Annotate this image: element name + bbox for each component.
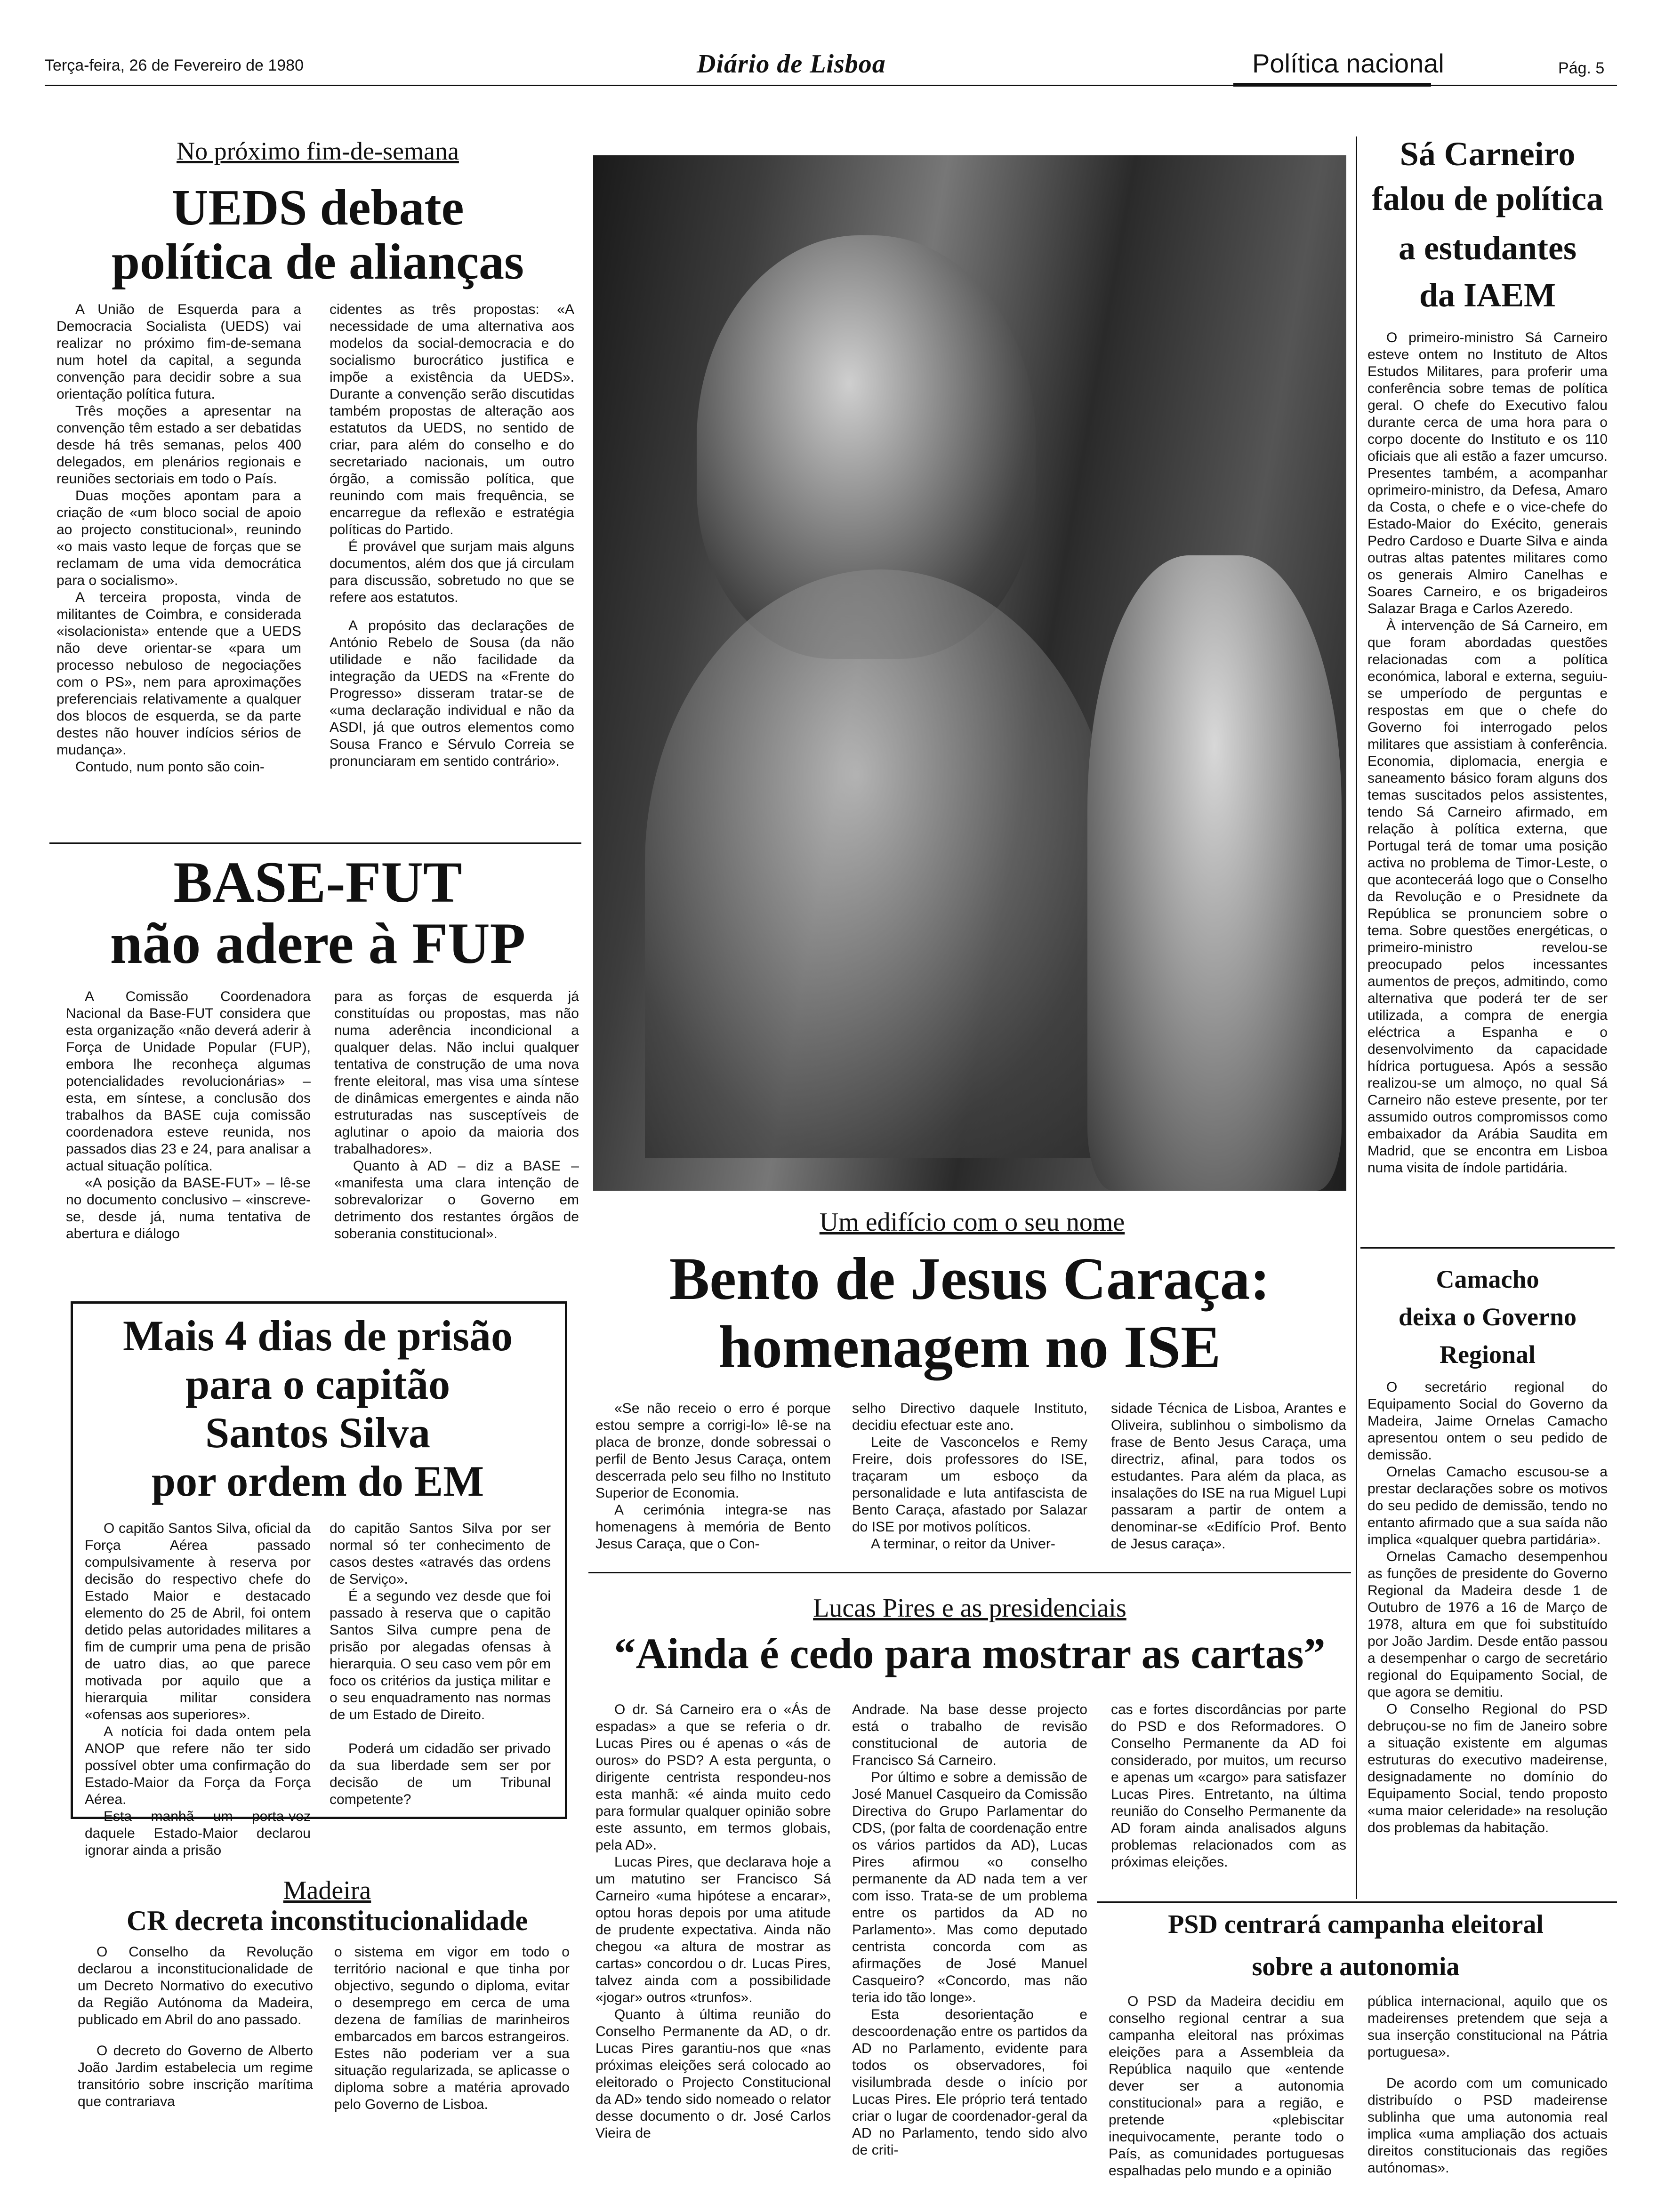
basefut-title-line2: não adere à FUP <box>110 911 526 976</box>
lucas-p3: Quanto à última reunião do Conselho Permanente da AD, o dr. Lucas Pires garantiu-nos que «nas próximas eleições será colocado ao eleitorado o Projecto Constitucional da AD» tendo sido nomeado o relator desse documento o dr. José Carlos Vieira de <box>595 2007 831 2141</box>
ueds-p1: A União de Esquerda para a Democracia Socialista (UEDS) vai realizar no próximo fim-de-semana num hotel da capital, a segunda convenção para decidir sobre a sua orientação política futura. <box>56 302 301 402</box>
basefut-p2: «A posição da BASE-FUT» – lê-se no documento conclusivo – «inscreve-se, desde já, numa tentativa de abertura e diálogo <box>66 1175 311 1242</box>
page-number: Pág. 5 <box>1558 59 1605 77</box>
sacarneiro-col <box>1367 329 1608 1177</box>
camacho-p1: O secretário regional do Equipamento Social do Governo da Madeira, Jaime Ornelas Camacho apresentou ontem o seu pedido de demissão. <box>1367 1379 1608 1463</box>
basefut-col-1 <box>66 988 311 1242</box>
ueds-col-2 <box>330 301 574 770</box>
ueds-p2: Três moções a apresentar na convenção têm estado a ser debatidas desde há três semanas, pelos 400 delegados, em plenários regionais e reuniões sectoriais em todo o País. <box>56 403 301 487</box>
sacarneiro-title-line3: a estudantes <box>1398 229 1577 267</box>
lucas-p1: O dr. Sá Carneiro era o «Ás de espadas» a que se referia o dr. Lucas Pires ou é apenas o «ás de ouros» do PSD? A esta pergunta, o dirigente centrista respondeu-nos esta manhã: «é ainda muito cedo para formular qualquer opinião sobre este assunto, em termos globais, pela AD». <box>595 1702 831 1853</box>
lucas-p5: Por último e sobre a demissão de José Manuel Casqueiro da Comissão Directiva do Grupo Parlamentar do CDS, (por falta de coordenação entre os vários partidos da AD), Lucas Pires afirmou «o conselho permanente da AD nada tem a ver com isso. Trata-se de um problema entre os partidos da AD no Parlamento». Mas como deputado centrista concorda com as afirmações de José Manuel Casqueiro? «Concordo, mas não teria ido tão longe». <box>852 1770 1087 2005</box>
basefut-p4: Quanto à AD – diz a BASE – «manifesta uma clara intenção de sobrevalorizar o Governo em detrimento dos restantes órgãos de soberania constitucional». <box>334 1158 579 1242</box>
basefut-p1: A Comissão Coordenadora Nacional da Base-FUT considera que esta organização «não deverá aderir à Força de Unidade Popular (FUP), embora lhe reconheça algumas potencialidades revolucionárias» – esta, em síntese, a conclusão dos trabalhos da BASE cuja comissão coordenadora esteve reunida, nos passados dias 23 e 24, para analisar a actual situação política. <box>66 989 311 1174</box>
ueds-col-1 <box>56 301 301 776</box>
lucas-col-1 <box>595 1701 831 2142</box>
ueds-p7: É provável que surjam mais alguns documentos, além dos que já circulam para discussão, sobretudo no que se refere aos estatutos. <box>330 539 574 605</box>
santos-title-line4: por ordem do EM <box>151 1457 484 1505</box>
masthead: Diário de Lisboa <box>697 49 886 79</box>
santos-title-line1: Mais 4 dias de prisão <box>122 1312 513 1360</box>
santos-col-1 <box>85 1520 311 1859</box>
madeira-p1: O Conselho da Revolução declarou a inconstitucionalidade de um Decreto Normativo do executivo da Região Autónoma da Madeira, publicado em Abril do ano passado. <box>78 1944 313 2028</box>
santos-p3: Esta manhã um porta-voz daquele Estado-Maior declarou ignorar ainda a prisão <box>85 1809 311 1858</box>
basefut-p3: para as forças de esquerda já constituídas ou propostas, mas não numa aderência incondicional a qualquer delas. Não inclui qualquer tentativa de construção de uma nova frente eleitoral, mas visa uma síntese de dinâmicas emergentes e ainda não estruturadas nas susceptíveis de aglutinar o apoio da maioria dos trabalhadores». <box>334 989 579 1157</box>
section-title: Política nacional <box>1252 48 1444 78</box>
ueds-kicker: No próximo fim-de-semana <box>177 137 459 165</box>
madeira-col-2 <box>334 1944 570 2113</box>
santos-p1: O capitão Santos Silva, oficial da Força Aérea passado compulsivamente à reserva por decisão do respectivo chefe do Estado Maior e destacado elemento do 25 de Abril, foi ontem detido pelas autoridades militares a fim de cumprir uma pena de prisão de uatro dias, ao que parece motivada por aquilo que a hierarquia militar considera «ofensas aos superiores». <box>85 1521 311 1723</box>
caraca-p5: A terminar, o reitor da Univer- <box>871 1536 1055 1552</box>
photo-plaque-shape <box>645 569 1116 1158</box>
madeira-kicker: Madeira <box>283 1876 371 1905</box>
caraca-col-3 <box>1111 1400 1346 1553</box>
sacarneiro-title-line4: da IAEM <box>1419 276 1556 314</box>
sacarneiro-title-line1: Sá Carneiro <box>1400 135 1576 173</box>
psd-col-1 <box>1109 1993 1344 2180</box>
caraca-title-line1: Bento de Jesus Caraça: <box>669 1245 1271 1312</box>
camacho-title-line1: Camacho <box>1436 1265 1539 1293</box>
lucas-kicker: Lucas Pires e as presidenciais <box>813 1594 1126 1623</box>
santos-p2: A notícia foi dada ontem pela ANOP que refere não ter sido possível obter uma confirmação do Estado-Maior da Força da Força Aérea. <box>85 1724 311 1807</box>
photo-bento-caraca-bust <box>593 155 1346 1191</box>
sacarneiro-bottom-rule <box>1360 1247 1615 1249</box>
lucas-p6: Esta desorientação e descoordenação entre os partidos da AD no Parlamento, evidente para todos os observadores, foi visilumbrada desde o início por Lucas Pires. Ele próprio terá tentado criar o lugar de coordenador-geral da AD no Parlamento, tendo sido alvo de criti- <box>852 2007 1087 2158</box>
caraca-p6: sidade Técnica de Lisboa, Arantes e Oliveira, sublinhou o simbolismo da frase de Bento Jesus Caraça, uma directriz, afinal, para todos os estudantes. Para além da placa, as insalações do ISE na rua Miguel Lupi passaram a partir de ontem a denominar-se «Edifício Prof. Bento de Jesus caraça». <box>1111 1401 1346 1552</box>
psd-p2: pública internacional, aquilo que os madeirenses pretendem que seja a sua inserção constitucional na Pátria portuguesa». <box>1367 1994 1608 2060</box>
psd-p1: O PSD da Madeira decidiu em conselho regional centrar a sua campanha eleitoral nas próximas eleições para a Assembleia da República naquilo que «entende dever ser a autonomia constitucional» para a região, e pretende «plebiscitar inequivocamente, perante todo o País, as comunidades portuguesas espalhadas pelo mundo e a opinião <box>1109 1994 1344 2179</box>
ueds-p8: A propósito das declarações de António Rebelo de Sousa (da não utilidade e não facilidade da integração da UEDS na «Frente do Progresso» disseram tratar-se de «uma declaração individual e não da ASDI, já que outros elementos como Sousa Franco e Sérvulo Correia se pronunciaram em sentido contrário». <box>330 618 574 769</box>
camacho-col <box>1367 1379 1608 1836</box>
madeira-p2: O decreto do Governo de Alberto João Jardim estabelecia um regime transitório sobre inscrição marítima que contrariava <box>78 2043 313 2109</box>
sacarneiro-title-line2: falou de política <box>1371 180 1603 217</box>
santos-title-line2: para o capitão <box>185 1360 450 1408</box>
lucas-p4: Andrade. Na base desse projecto está o trabalho de revisão constitucional de autoria de Francisco Sá Carneiro. <box>852 1702 1087 1768</box>
psd-p3: De acordo com um comunicado distribuído o PSD madeirense sublinha que uma autonomia real implica «uma ampliação dos actuais direitos constitucionais das regiões autónomas». <box>1367 2076 1608 2176</box>
santos-col-2 <box>330 1520 551 1808</box>
madeira-p3: o sistema em vigor em todo o território nacional e que tinha por objectivo, segundo o diploma, evitar o desemprego em cerca de uma dezena de famílias de marinheiros embarcados em barcos estrangeiros. Estes não poderiam ver a sua situação regularizada, se aplicasse o diploma sobre a matéria aprovado pelo Governo de Lisboa. <box>334 1944 570 2112</box>
ueds-p3: Duas moções apontam para a criação de «um bloco social de apoio ao projecto constitucional», reunindo «o mais vasto leque de forças que se reclamam de uma vida democrática para o socialismo». <box>56 488 301 588</box>
lucas-col-2 <box>852 1701 1087 2159</box>
santos-p6: Poderá um cidadão ser privado da sua liberdade sem ser por decisão de um Tribunal competente? <box>330 1741 551 1807</box>
lucas-title: “Ainda é cedo para mostrar as cartas” <box>614 1629 1326 1677</box>
caraca-kicker: Um edifício com o seu nome <box>819 1208 1125 1237</box>
santos-title-line3: Santos Silva <box>205 1409 431 1457</box>
camacho-title-line2: deixa o Governo <box>1399 1303 1577 1331</box>
lucas-col-3 <box>1111 1701 1346 1871</box>
caraca-bottom-rule <box>588 1572 1351 1573</box>
psd-title-line1: PSD centrará campanha eleitoral <box>1168 1910 1544 1939</box>
ueds-p4: A terceira proposta, vinda de militantes de Coimbra, e considerada «isolacionista» entende que a UEDS não deve orientar-se «para um processo nebuloso de negociações com o PS», nem para aproximações preferenciais relativamente a qualquer dos blocos de esquerda, se da parte destes não houver indícios sérios de mudança». <box>56 590 301 758</box>
lucas-p7: cas e fortes discordâncias por parte do PSD e dos Reformadores. O Conselho Permanente da AD foi considerado, por muitos, um recurso e apenas um «cargo» para satisfazer Lucas Pires. Entretanto, na última reunião do Conselho Permanente da AD foram ainda analisados alguns problemas relacionados com as próximas eleições. <box>1111 1702 1346 1870</box>
ueds-p5: Contudo, num ponto são coin- <box>75 759 265 775</box>
caraca-p1: «Se não receio o erro é porque estou sempre a corrigi-lo» lê-se na placa de bronze, donde sobressai o perfil de Bento Jesus Caraça, ontem descerrada pelo seu filho no Instituto Superior de Economia. <box>595 1401 831 1501</box>
photo-man-shape <box>1087 555 1342 1191</box>
madeira-title: CR decreta inconstitucionalidade <box>126 1905 528 1936</box>
camacho-p3: Ornelas Camacho desempenhou as funções de presidente do Governo Regional da Madeira desde 1 de Outubro de 1976 a 16 de Março de 1978, altura em que foi substituído por João Jardim. Desde então passou a desempenhar o cargo de secretário regional do Equipamento Social, de que agora se demitiu. <box>1367 1549 1608 1700</box>
caraca-p3: selho Directivo daquele Instituto, decidiu efectuar este ano. <box>852 1401 1087 1433</box>
ueds-title-line2: política de alianças <box>111 234 524 290</box>
ueds-p6: cidentes as três propostas: «A necessidade de uma alternativa aos modelos da social-democracia e do socialismo burocrático justifica e impõe a existência da UEDS». Durante a convenção serão discutidas também propostas de alteração aos estatutos da UEDS, no sentido de criar, para além do conselho e do secretariado nacionais, um outro órgão, a comissão política, que reunindo com mais frequência, se encarregue da reflexão e estratégia políticas do Partido. <box>330 302 574 537</box>
psd-top-rule <box>1097 1901 1617 1903</box>
camacho-title-line3: Regional <box>1439 1340 1536 1369</box>
caraca-p2: A cerimónia integra-se nas homenagens à memória de Bento Jesus Caraça, que o Con- <box>595 1502 831 1552</box>
psd-title-line2: sobre a autonomia <box>1252 1952 1460 1981</box>
santos-p5: É a segundo vez desde que foi passado à reserva que o capitão Santos Silva cumpre pena de prisão por alegadas ofensas à hierarquia. O seu caso vem pôr em foco os critérios da justiça militar e o seu enquadramento nas normas de um Estado de Direito. <box>330 1588 551 1723</box>
camacho-p4: O Conselho Regional do PSD debruçou-se no fim de Janeiro sobre a situação existente em algumas estruturas do executivo madeirense, designadamente no domínio do Equipamento Social, tendo proposto «uma maior celeridade» na resolução dos problemas da habitação. <box>1367 1701 1608 1835</box>
header-date: Terça-feira, 26 de Fevereiro de 1980 <box>45 56 304 74</box>
caraca-title-line2: homenagem no ISE <box>718 1314 1221 1380</box>
camacho-p2: Ornelas Camacho escusou-se a prestar declarações sobre os motivos do seu pedido de demissão, tendo no entanto afirmado que a sua saída não implica «qualquer quebra partidária». <box>1367 1464 1608 1547</box>
santos-p4: do capitão Santos Silva por ser normal só ter conhecimento de casos destes «através das ordens de Serviço». <box>330 1521 551 1587</box>
basefut-col-2 <box>334 988 579 1242</box>
sacarneiro-p1: O primeiro-ministro Sá Carneiro esteve ontem no Instituto de Altos Estudos Militares, para proferir uma conferência sobre temas de política geral. O chefe do Executivo falou durante cerca de uma hora para o corpo docente do Instituto e os 110 oficiais que ali estão a fazer umcurso. Presentes também, a acompanhar oprimeiro-ministro, da Defesa, Amaro da Costa, o chefe e o vice-chefe do Estado-Maior do Exécito, generais Pedro Cardoso e Duarte Silva e ainda outras altas patentes militares como os generais Almiro Canelhas e Soares Carneiro, e os brigadeiros Salazar Braga e Carlos Azeredo. <box>1367 330 1608 617</box>
caraca-col-1 <box>595 1400 831 1553</box>
sacarneiro-p2: À intervenção de Sá Carneiro, em que foram abordadas questões relacionadas com a política económica, laboral e externa, seguiu-se umperíodo de perguntas e respostas em que o chefe do Governo foi interrogado pelos militares que assistiam à conferência. Economia, diplomacia, energia e saneamento básico foram alguns dos temas suscitados pelos assistentes, tendo Sá Carneiro afirmado, em relação à política externa, que Portugal terá de tomar uma posição activa no problema de Timor-Leste, o que aconteceráá logo que o Conselho da Revolução e o Presidnete da República se pronunciem sobre o tema. Sobre questões energéticas, o primeiro-ministro revelou-se preocupado pelos incessantes aumentos de preços, admitindo, como alternativa que poderá ter de ser utilizada, a compra de energia eléctrica a Espanha e o desenvolvimento da capacidade hídrica portuguesa. Após a sessão realizou-se um almoço, no qual Sá Carneiro não esteve presente, por ter assumido outros compromissos como embaixador da Arábia Saudita em Madrid, que se encontra em Lisboa numa visita de índole partidária. <box>1367 618 1608 1176</box>
basefut-title-line1: BASE-FUT <box>173 850 462 914</box>
ueds-title-line1: UEDS debate <box>171 180 464 236</box>
caraca-p4: Leite de Vasconcelos e Remy Freire, dois professores do ISE, traçaram um esboço da personalidade e luta antifascista de Bento Caraça, afastado por Salazar do ISE por motivos políticos. <box>852 1435 1087 1535</box>
caraca-col-2 <box>852 1400 1087 1553</box>
psd-col-2 <box>1367 1993 1608 2177</box>
right-column-rule <box>1356 136 1357 1899</box>
madeira-col-1 <box>78 1944 313 2110</box>
header-rule-accent <box>1233 83 1431 87</box>
lucas-p2: Lucas Pires, que declarava hoje a um matutino ser Francisco Sá Carneiro «uma hipótese a encarar», optou horas depois por uma atitude de prudente expectativa. Ainda não chegou «a altura de mostrar as cartas» concordou o dr. Lucas Pires, talvez ainda com a possibilidade «jogar» outros «trunfos». <box>595 1854 831 2005</box>
ueds-bottom-rule <box>49 842 581 844</box>
